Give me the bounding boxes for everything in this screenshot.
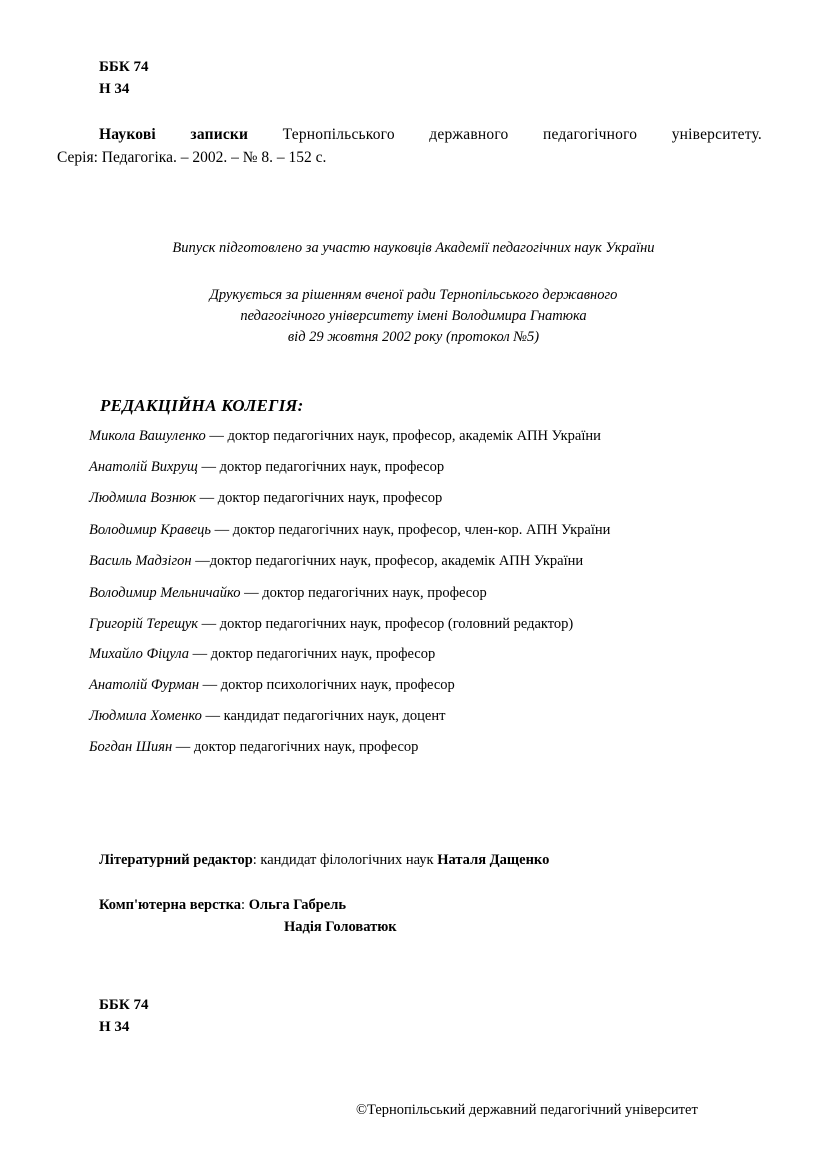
member-role: — доктор педагогічних наук, професор xyxy=(172,739,419,755)
board-member xyxy=(89,522,610,539)
citation-publisher: Тернопільського державного педагогічного університету. xyxy=(248,126,762,143)
literary-editor-name: Наталя Дащенко xyxy=(437,852,550,868)
author-mark: Н 34 xyxy=(99,81,130,97)
member-name: Володимир Мельничайко xyxy=(89,585,241,601)
member-name: Богдан Шиян xyxy=(89,739,173,755)
member-name: Григорій Терещук xyxy=(89,616,199,632)
board-member xyxy=(89,708,445,725)
member-name: Микола Вашуленко xyxy=(89,428,206,444)
member-role: — доктор педагогічних наук, професор xyxy=(196,490,443,506)
member-name: Анатолій Вихрущ xyxy=(89,459,198,475)
member-role: — доктор педагогічних наук, професор (головний редактор) xyxy=(198,616,574,632)
citation-line-1 xyxy=(99,126,762,144)
bbk-code: ББК 74 xyxy=(99,997,149,1013)
copyright-notice: ©Тернопільський державний педагогічний університет xyxy=(356,1102,698,1118)
layout-credit-name-2: Надія Головатюк xyxy=(284,919,397,935)
citation-title: Наукові записки xyxy=(99,126,249,143)
member-role: — кандидат педагогічних наук, доцент xyxy=(201,708,446,724)
layout-credit-label: Комп'ютерна верстка xyxy=(99,897,242,913)
board-member xyxy=(89,585,487,602)
print-approval-line-3: від 29 жовтня 2002 року (протокол №5) xyxy=(287,329,540,345)
board-member xyxy=(89,646,435,663)
literary-editor xyxy=(99,852,549,869)
member-role: — доктор педагогічних наук, професор, член-кор. АПН України xyxy=(210,522,611,538)
classification-code-top xyxy=(99,56,148,100)
member-role: —доктор педагогічних наук, професор, академік АПН України xyxy=(191,553,584,569)
board-member xyxy=(89,490,442,507)
member-name: Володимир Кравець xyxy=(89,522,211,538)
member-name: Людмила Вознюк xyxy=(89,490,197,506)
member-role: — доктор педагогічних наук, професор xyxy=(240,585,487,601)
layout-credit-sep: : xyxy=(241,897,249,913)
member-role: — доктор психологічних наук, професор xyxy=(199,677,455,693)
literary-editor-text: : кандидат філологічних наук xyxy=(252,852,438,868)
print-approval-line-1: Друкується за рішенням вченої ради Тернопільського державного xyxy=(209,287,618,303)
member-name: Василь Мадзігон xyxy=(89,553,192,569)
author-mark: Н 34 xyxy=(99,1019,130,1035)
member-role: — доктор педагогічних наук, професор, академік АПН України xyxy=(205,428,601,444)
layout-credit-name-1: Ольга Габрель xyxy=(248,897,346,913)
release-note: Випуск підготовлено за участю науковців Академії педагогічних наук України xyxy=(172,240,655,256)
member-role: — доктор педагогічних наук, професор xyxy=(197,459,445,475)
member-name: Людмила Хоменко xyxy=(89,708,202,724)
board-member xyxy=(89,428,601,445)
layout-credit xyxy=(99,897,346,914)
board-member xyxy=(89,739,418,756)
board-member xyxy=(89,677,455,694)
citation-line-2: Серія: Педагогіка. – 2002. – № 8. – 152 с. xyxy=(57,149,327,166)
board-member xyxy=(89,553,583,570)
editorial-board-heading: РЕДАКЦІЙНА КОЛЕГІЯ: xyxy=(100,396,304,415)
member-name: Анатолій Фурман xyxy=(89,677,200,693)
literary-editor-label: Літературний редактор xyxy=(99,852,253,868)
bbk-code: ББК 74 xyxy=(99,59,149,75)
board-member xyxy=(89,616,573,633)
board-member xyxy=(89,459,444,476)
member-name: Михайло Фіцула xyxy=(89,646,189,662)
classification-code-bottom xyxy=(99,994,148,1038)
member-role: — доктор педагогічних наук, професор xyxy=(189,646,436,662)
print-approval-line-2: педагогічного університету імені Володимира Гнатюка xyxy=(240,308,587,324)
